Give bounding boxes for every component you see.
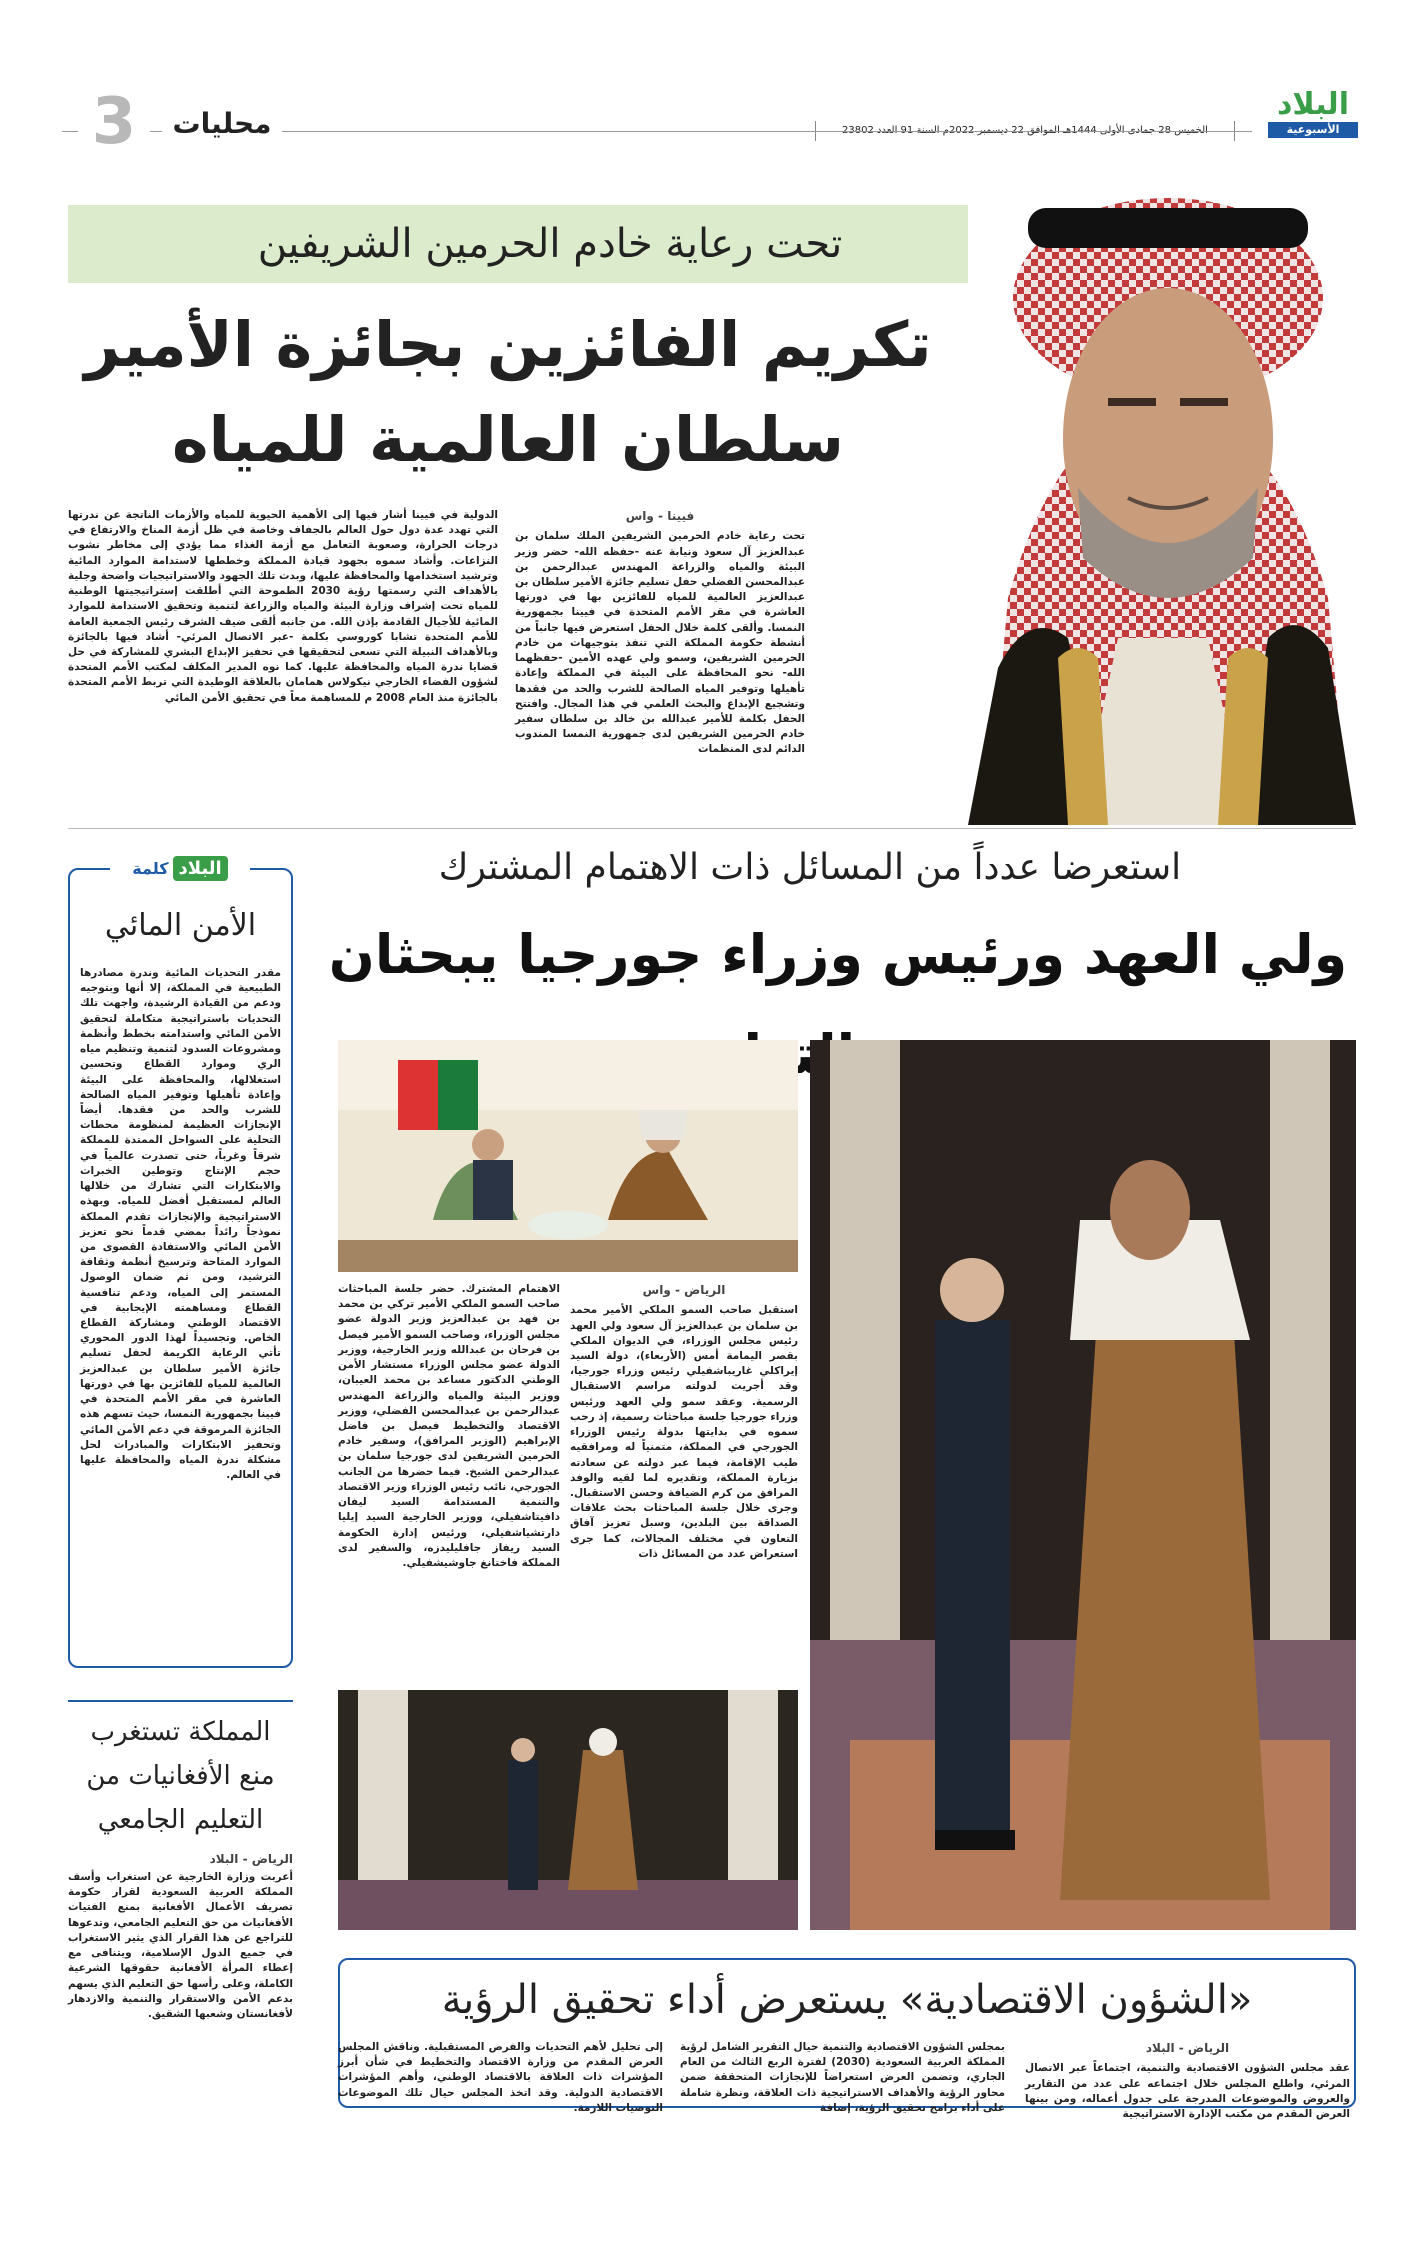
side-story-box [68,1700,293,2080]
bottom-col-3 [338,2040,663,2140]
top-story-byline: فيينا - واس [625,509,695,523]
logo-text: البلاد [1277,87,1349,122]
masthead [0,0,1420,159]
editorial-badge [110,848,250,888]
bottom-text-3: إلى تحليل لأهم التحديات والفرص المستقبلية. وناقش المجلس العرض المقدم من وزارة الاقتصاد والتخطيط في شأن أبرز المؤشرات ذات العلاقة بالاقتصاد الوطني، وأهم المؤشرات الاقتصادية الدولية. وقد اتخذ المجلس حيال تلك الموضوعات التوصيات اللازمة. [338,2041,663,2114]
meeting-icon [338,1040,798,1272]
badge-logo: البلاد [173,856,228,881]
newspaper-logo[interactable] [1268,88,1358,146]
side-story-body: أعربت وزارة الخارجية عن استغراب وأسف المملكة العربية السعودية لقرار حكومة تصريف الأعمال الأفغانية بمنع الفتيات الأفغانيات من حق التعليم الجامعي، وتدعوها للتراجع عن هذا القرار الذي يثير الاستغراب في جميع الدول الإسلامية، ويتنافى مع إعطاء المرأة الأفغانية حقوقها الشرعية الكاملة، وعلى رأسها حق التعليم الذي يسهم بدعم الأمن والاستقرار والتنمية والازدهار لأفغانستان وشعبها الشقيق. [68,1871,293,2020]
top-story-text-left: الدولية في فيينا أشار فيها إلى الأهمية الحيوية للمياه والأزمات الناتجة عن ندرتها التي تهدد عدة دول حول العالم بالجفاف وخاصة في ظل أزمة المناخ والارتفاع في درجات الحرارة، وصعوبة التعامل مع أزمة الغذاء مما يؤدي إلى مخاطر نشوب النزاعات. وأشاد سموه بجهود قيادة المملكة وخططها لاستدامة الموارد المائية وترشيد استخدامها والمحافظة عليها، وبدت تلك الجهود والاستراتيجيات واضحة وجلية بالأهداف التي رسمتها رؤية 2030 الطموحة التي أطلقت إستراتيجيتها الوطنية للمياه تحت إشراف وزارة البيئة والمياه والزراعة لتنمية وتحقيق الاستدامة للموارد المائية للأجيال القادمة بإذن الله. من جانبه ألقى ضيف الشرف رئيس الجمعية العامة للأمم المتحدة تشابا كوروسي بكلمة -عبر الاتصال المرئي- أشاد فيها بالجائزة وبالأهداف النبيلة التي تسعى لتحقيقها في تحفيز الإبداع البشري للمشاركة في حل قضايا ندرة المياه والمحافظة عليها. كما نوه المدير المكلف لمكتب الأمم المتحدة لشؤون الفضاء الخارجي نيكولاس همامان بالعلاقة الوطيدة التي تربط الأمم المتحدة بالجائزة منذ العام 2008 م للمساهمة معاً في تحقيق الأمن المائي [68,509,498,704]
main-headline: ولي العهد ورئيس وزراء جورجيا يبحثان [328,923,1348,986]
section-label: محليات [162,104,282,144]
meeting-photo [338,1040,798,1272]
top-headline-line2: سلطان العالمية للمياه [172,403,844,476]
bottom-text-2: بمجلس الشؤون الاقتصادية والتنمية حيال التقرير الشامل لرؤية المملكة العربية السعودية (2030) لفترة الربع الثالث من العام الجاري، وتضمن العرض استعراضاً للإنجازات المتحققة ضمن محاور الرؤية والأهداف الاستراتيجية ذات العلاقة، ونظرة شاملة على أداء برامج تحقيق الرؤية، إضافة [680,2041,1005,2114]
side-story-byline: الرياض - البلاد [209,1852,293,1866]
editorial-box [68,857,293,1668]
main-kicker: استعرضا عدداً من المسائل ذات الاهتمام المشترك [438,847,1182,888]
bottom-headline: «الشؤون الاقتصادية» يستعرض أداء تحقيق الرؤية [441,1977,1253,2023]
editorial-body: مقدر التحديات المائية وندرة مصادرها الطبيعية في المملكة، إلا أنها وبتوجيه ودعم من القيادة الرشيدة، واجهت تلك التحديات باستراتيجية متكاملة لتحقيق الأمن المائي واستدامته بخطط وأنظمة ومشروعات السدود لتنمية وتنظيم مياه الري وموارد القطاع وتحسين استغلالها، والمحافظة على البيئة وإعادة تأهيلها وتوفير المياه الصالحة للشرب والحد من فقدها. أيضاً الإنجازات العظيمة لمنظومة محطات التحلية على السواحل الممتدة للمملكة شرقاً وغرباً، حتى تصدرت عالمياً في حجم الإنتاج وتوطين الخبرات والابتكارات التي تشارك من خلالها العالم لمستقبل أفضل للمياه. وبهذه الاستراتيجية والإنجازات تقدم المملكة نموذجاً رائداً بمضي قدماً نحو تعزيز الأمن المائي والاستفادة القصوى من الموارد المتاحة وترسيخ أنظمة وثقافة الترشيد، ومن ثم ضمان الوصول المستمر إلى المياه، ودعم تنافسية القطاع ومساهمته الإيجابية في الاقتصاد الوطني ومشاركة القطاع الخاص. وتجسيداً لهذا الدور المحوري تأتي الرعاية الكريمة لحفل تسليم جائزة الأمير سلطان بن عبدالعزيز العالمية للمياه للفائزين بها في دورتها العاشرة في مقر الأمم المتحدة في فيينا بجمهورية النمسا، حيث تسهم هذه الجائزة المرموقة في دعم الأمن المائي وتحفيز الابتكارات والمبادرات لحل مشكلة ندرة المياه والمحافظة عليها في العالم. [80,967,281,1482]
main-story-byline: الرياض - واس [642,1283,726,1297]
hero-portrait-photo [968,168,1356,825]
badge-label: كلمة [132,858,169,878]
page-number: 3 [78,86,150,158]
banner-text: تحت رعاية خادم الحرمين الشريفين [257,221,843,267]
bottom-story-byline: الرياض - البلاد [1145,2041,1230,2055]
bottom-col-1 [1025,2040,1350,2140]
top-headline-line1: تكريم الفائزين بجائزة الأمير [84,308,932,381]
section-divider-1 [68,828,1353,829]
top-story-text-right: تحت رعاية خادم الحرمين الشريفين الملك سلمان بن عبدالعزيز آل سعود ونيابة عنه -حفظه الله- حضر وزير البيئة والمياه والزراعة المهندس عبدالرحمن بن عبدالمحسن الفضلي حفل تسليم جائزة الأمير سلطان بن عبدالعزيز العالمية للمياه للفائزين بها في دورتها العاشرة في مقر الأمم المتحدة في فيينا بجمهورية النمسا. وألقى كلمة خلال الحفل استعرض فيها جانباً من أنشطة حكومة المملكة التي تنفذ بتوجيهات من خادم الحرمين الشريفين، وسمو ولي عهده الأمين -حفظهما الله- نحو المحافظة على البيئة في المملكة وإعادة تأهيلها وتوفير المياه الصالحة للشرب والحد من فقدها وتشجيع الإبداع والبحث العلمي في هذا المجال. وافتتح الحفل بكلمة للأمير عبدالله بن خالد بن سلطان سفير خادم الحرمين الشريفين لدى جمهورية النمسا المندوب الدائم لدى المنظمات [515,530,805,756]
top-story-col-right [515,508,805,808]
main-story-text-right: استقبل صاحب السمو الملكي الأمير محمد بن سلمان بن عبدالعزيز آل سعود ولي العهد رئيس مجلس الوزراء، في الديوان الملكي بقصر اليمامة أمس (الأربعاء)، دولة السيد إيراكلي غاريباشفيلي رئيس وزراء جورجيا، وقد أجريت لدولته مراسم الاستقبال الرسمية. وعقد سمو ولي العهد ورئيس وزراء جورجيا جلسة مباحثات رسمية، إذ رحب سموه في بدايتها بدولة رئيس الوزراء الجورجي في المملكة، متمنياً له ومرافقيه طيب الإقامة، فيما عبر دولته عن سعادته بزيارة المملكة، وتقديره لما لقيه والوفد المرافق من كرم الضيافة وحسن الاستقبال. وجرى خلال جلسة المباحثات بحث علاقات الصداقة بين البلدين، وسبل تعزيز آفاق التعاون في مختلف المجالات، كما جرى استعراض عدد من المسائل ذات [570,1304,798,1560]
logo-sub: الأسبوعية [1268,122,1358,138]
bottom-text-1: عقد مجلس الشؤون الاقتصادية والتنمية، اجتماعاً عبر الاتصال المرئي، واطلع المجلس خلال اجتماعه على عدد من التقارير والعروض والموضوعات المدرجة على جدول أعماله، ومن بينها العرض المقدم من مكتب الإدارة الاستراتيجية [1025,2062,1350,2121]
main-story-text-left: الاهتمام المشترك. حضر جلسة المباحثات صاحب السمو الملكي الأمير تركي بن محمد بن فهد بن عبدالعزيز وزير الدولة عضو مجلس الوزراء، وصاحب السمو الأمير فيصل بن فرحان بن عبدالله وزير الخارجية، ووزير الدولة عضو مجلس الوزراء مستشار الأمن الوطني الدكتور مساعد بن محمد العيبان، ووزير البيئة والمياه والزراعة المهندس عبدالرحمن بن عبدالمحسن الفضلي، ووزير الاقتصاد والتخطيط فيصل بن فاضل الإبراهيم (الوزير المرافق)، وسفير خادم الحرمين الشريفين لدى جورجيا سلمان بن عبدالرحمن الشيخ. فيما حضرها من الجانب الجورجي، نائب رئيس الوزراء وزير الاقتصاد والتنمية المستدامة السيد ليفان دافيتاشفيلي، ووزير الخارجية السيد إيليا دارتشياشفيلي، ورئيس إدارة الحكومة السيد ريفاز جافليليدزه، والسفير لدى المملكة فاختانغ جاوشيشفيلي. [338,1283,560,1569]
bottom-col-2 [680,2040,1005,2140]
main-story-col-right [570,1282,798,1712]
editorial-title: الأمن المائي [104,908,257,943]
reception-icon [810,1040,1356,1930]
side-story-headline: المملكة تستغرب منع الأفغانيات من التعليم الجامعي [86,1717,275,1835]
main-story-col-left [338,1282,560,1712]
top-story-col-left [68,508,498,808]
ceremony-icon [338,1690,798,1930]
portrait-icon [968,168,1356,825]
ceremony-photo [338,1690,798,1930]
reception-photo [810,1040,1356,1930]
